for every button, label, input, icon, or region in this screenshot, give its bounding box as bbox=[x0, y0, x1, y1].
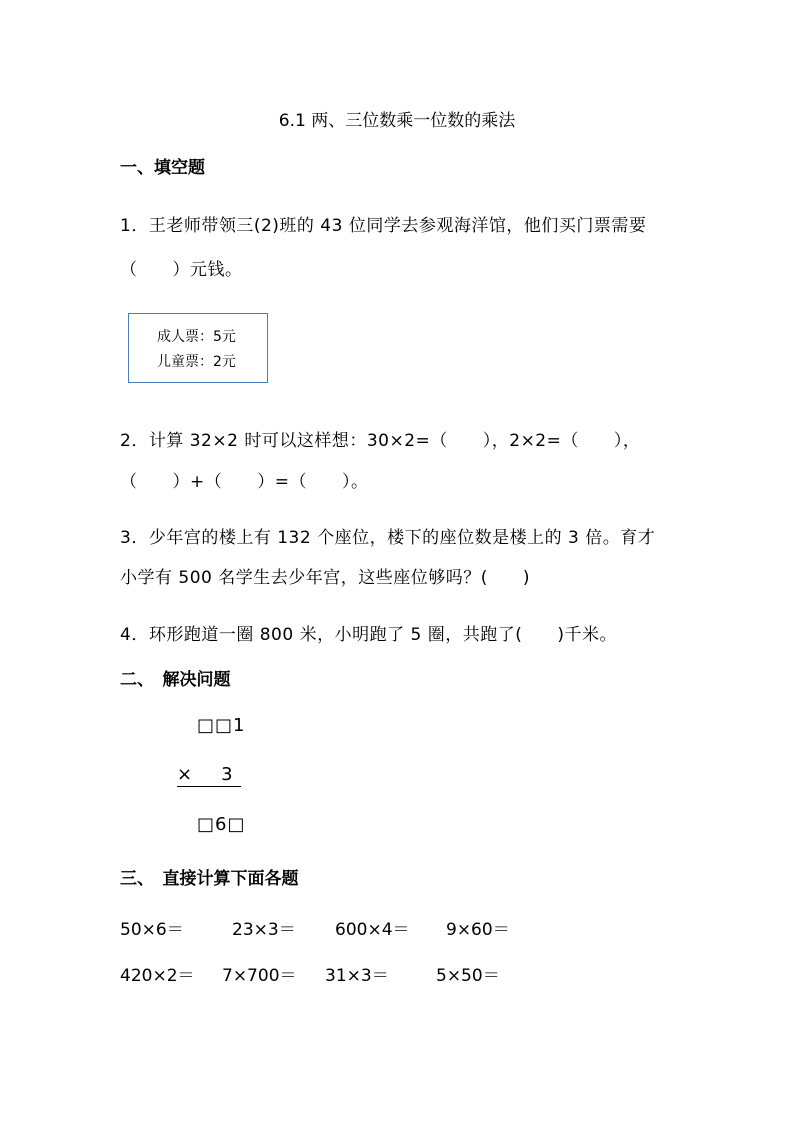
vertical-operator: × bbox=[177, 764, 194, 785]
vertical-underline bbox=[177, 764, 241, 787]
adult-ticket-price: 成人票：5元 bbox=[157, 329, 236, 345]
question-2-line-1: 2．计算 32×2 时可以这样想：30×2=（ ），2×2=（ ）， bbox=[120, 431, 641, 451]
section-direct-calculation: 三、 直接计算下面各题 bbox=[120, 869, 299, 889]
question-3-line-2: 小学有 500 名学生去少年宫，这些座位够吗？( ) bbox=[120, 568, 531, 588]
calc-item: 7×700＝ bbox=[222, 966, 297, 986]
question-1-line-2: （ ）元钱。 bbox=[120, 260, 243, 280]
question-3-line-1: 3．少年宫的楼上有 132 个座位，楼下的座位数是楼上的 3 倍。育才 bbox=[120, 528, 656, 548]
vertical-multiplier-row bbox=[177, 764, 241, 787]
section-solve-problems: 二、 解决问题 bbox=[120, 670, 231, 690]
question-4: 4．环形跑道一圈 800 米，小明跑了 5 圈，共跑了( )千米。 bbox=[120, 625, 617, 645]
vertical-multiplier: 3 bbox=[221, 764, 234, 785]
calc-item: 23×3＝ bbox=[232, 920, 296, 940]
child-ticket-price: 儿童票：2元 bbox=[157, 354, 236, 370]
vertical-result: □6□ bbox=[197, 814, 246, 835]
calc-item: 5×50＝ bbox=[436, 966, 500, 986]
page-title: 6.1 两、三位数乘一位数的乘法 bbox=[278, 111, 516, 131]
vertical-multiplicand: □□1 bbox=[197, 715, 246, 736]
calc-item: 420×2＝ bbox=[120, 966, 195, 986]
calc-item: 50×6＝ bbox=[120, 920, 184, 940]
calc-item: 31×3＝ bbox=[325, 966, 389, 986]
calc-item: 600×4＝ bbox=[335, 920, 410, 940]
question-1-line-1: 1．王老师带领三(2)班的 43 位同学去参观海洋馆，他们买门票需要 bbox=[120, 216, 647, 236]
calc-item: 9×60＝ bbox=[446, 920, 510, 940]
question-2-line-2: （ ）+（ ）=（ ）。 bbox=[120, 472, 369, 492]
ticket-price-box bbox=[128, 313, 268, 383]
section-fill-blank: 一、填空题 bbox=[120, 158, 205, 178]
